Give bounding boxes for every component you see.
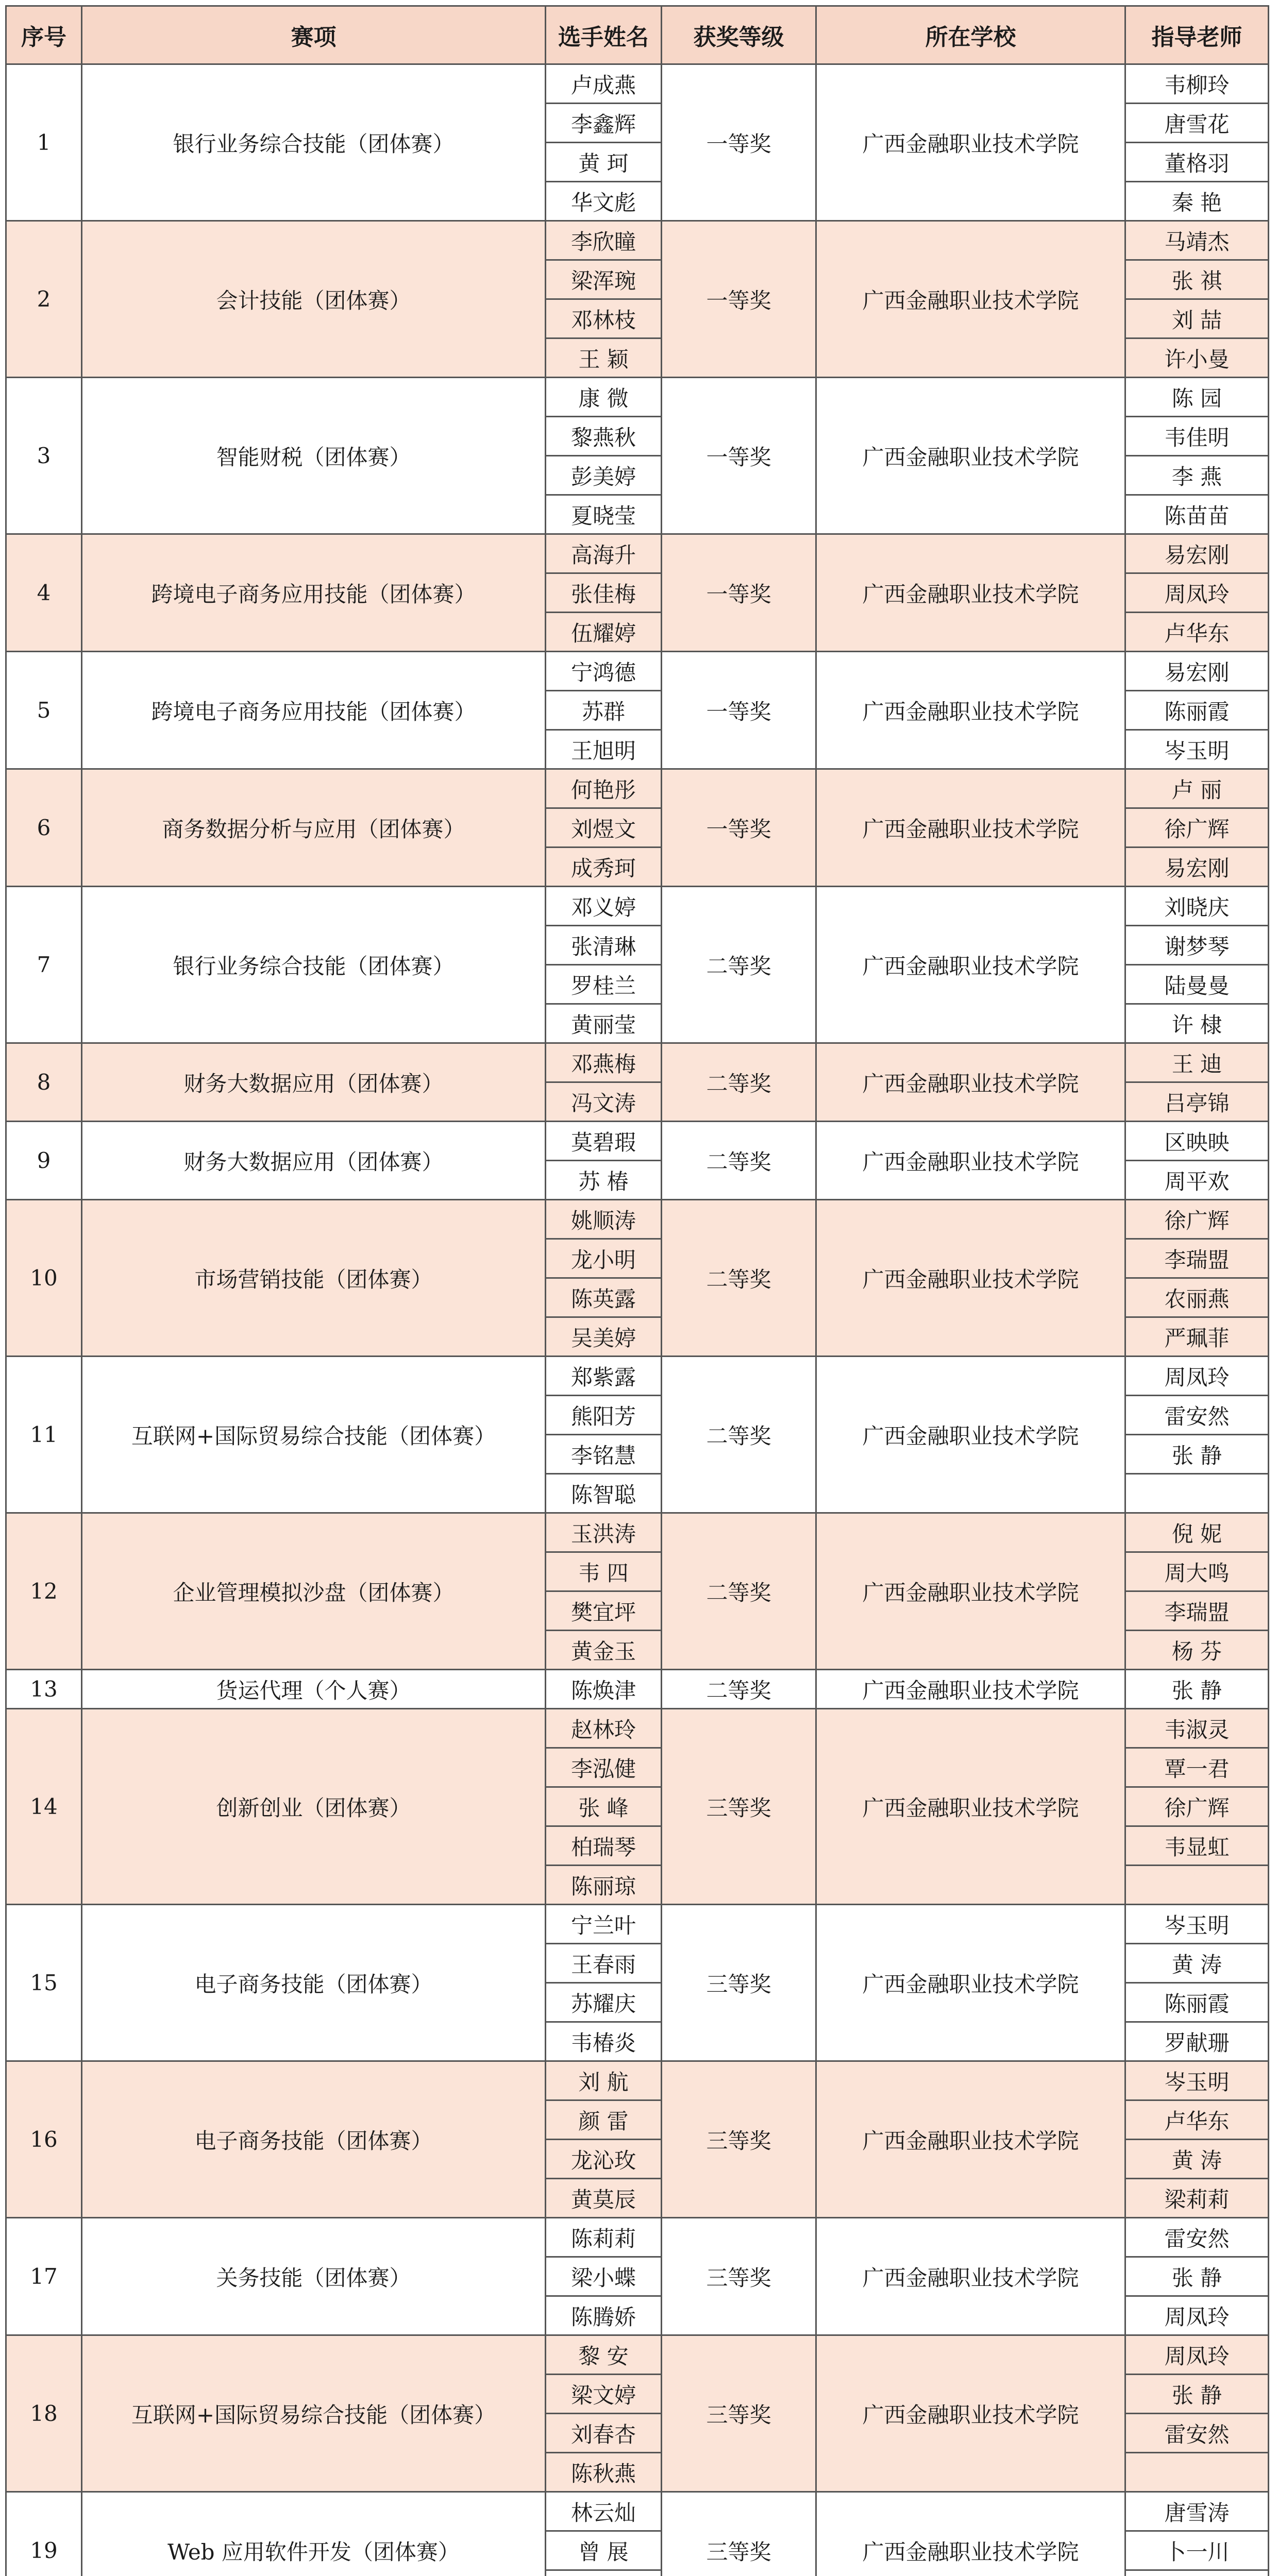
- table-row: [6, 1200, 1269, 1239]
- teacher-name: 张 静: [1125, 2257, 1269, 2296]
- award-level: 一等奖: [662, 769, 816, 887]
- school-name: 广西金融职业技术学院: [816, 1513, 1125, 1670]
- teacher-name: 王 迪: [1125, 1043, 1269, 1082]
- event-name: Web 应用软件开发（团体赛）: [82, 2492, 546, 2576]
- school-name: 广西金融职业技术学院: [816, 2335, 1125, 2492]
- teacher-name: 岑玉明: [1125, 2061, 1269, 2100]
- award-level: 三等奖: [662, 1905, 816, 2061]
- teacher-name: 周平欢: [1125, 1161, 1269, 1200]
- student-name: 陈腾娇: [546, 2296, 662, 2335]
- student-name: 张佳梅: [546, 573, 662, 613]
- table-row: [6, 769, 1269, 808]
- event-name: 货运代理（个人赛）: [82, 1670, 546, 1709]
- event-name: 互联网+国际贸易综合技能（团体赛）: [82, 2335, 546, 2492]
- row-number: 6: [6, 769, 82, 887]
- award-level: 一等奖: [662, 64, 816, 221]
- row-number: 5: [6, 652, 82, 769]
- row-number: 2: [6, 221, 82, 378]
- header-school: 所在学校: [816, 6, 1125, 64]
- student-name: 王春雨: [546, 1944, 662, 1983]
- student-name: 李泓健: [546, 1748, 662, 1787]
- award-level: 二等奖: [662, 1122, 816, 1200]
- event-name: 企业管理模拟沙盘（团体赛）: [82, 1513, 546, 1670]
- teacher-name: 吕亭锦: [1125, 1082, 1269, 1122]
- school-name: 广西金融职业技术学院: [816, 378, 1125, 534]
- student-name: 龙沁玫: [546, 2140, 662, 2179]
- header-number: 序号: [6, 6, 82, 64]
- school-name: 广西金融职业技术学院: [816, 221, 1125, 378]
- student-name: 陈秋燕: [546, 2453, 662, 2492]
- event-name: 跨境电子商务应用技能（团体赛）: [82, 534, 546, 652]
- student-name: 吴美婷: [546, 1317, 662, 1357]
- teacher-name: 罗献珊: [1125, 2022, 1269, 2061]
- teacher-name: 许小曼: [1125, 338, 1269, 378]
- student-name: 彭美婷: [546, 456, 662, 495]
- teacher-name: 梁莉莉: [1125, 2179, 1269, 2218]
- award-level: 三等奖: [662, 2218, 816, 2335]
- award-level: 二等奖: [662, 1043, 816, 1122]
- student-name: 玉洪涛: [546, 1513, 662, 1552]
- header-award: 获奖等级: [662, 6, 816, 64]
- student-name: 夏晓莹: [546, 495, 662, 534]
- teacher-name: 刘晓庆: [1125, 887, 1269, 926]
- row-number: 13: [6, 1670, 82, 1709]
- table-row: [6, 1357, 1269, 1396]
- student-name: 刘煜文: [546, 808, 662, 848]
- student-name: 赵林玲: [546, 1709, 662, 1748]
- row-number: 11: [6, 1357, 82, 1513]
- teacher-name: [1125, 2570, 1269, 2576]
- row-number: 15: [6, 1905, 82, 2061]
- student-name: 黄 珂: [546, 143, 662, 182]
- student-name: 陈焕津: [546, 1670, 662, 1709]
- event-name: 电子商务技能（团体赛）: [82, 2061, 546, 2218]
- student-name: 李鑫辉: [546, 104, 662, 143]
- teacher-name: 李瑞盟: [1125, 1239, 1269, 1278]
- student-name: 黄莫辰: [546, 2179, 662, 2218]
- event-name: 市场营销技能（团体赛）: [82, 1200, 546, 1357]
- event-name: 电子商务技能（团体赛）: [82, 1905, 546, 2061]
- event-name: 会计技能（团体赛）: [82, 221, 546, 378]
- student-name: 邓林枝: [546, 299, 662, 338]
- award-list-sheet: [5, 5, 1268, 2576]
- student-name: 黎 安: [546, 2335, 662, 2375]
- header-row: [6, 6, 1269, 64]
- school-name: 广西金融职业技术学院: [816, 534, 1125, 652]
- event-name: 关务技能（团体赛）: [82, 2218, 546, 2335]
- student-name: 苏耀庆: [546, 1983, 662, 2022]
- student-name: 莫碧瑕: [546, 1122, 662, 1161]
- student-name: 姚顺涛: [546, 1200, 662, 1239]
- teacher-name: 周凤玲: [1125, 1357, 1269, 1396]
- teacher-name: 徐广辉: [1125, 1200, 1269, 1239]
- teacher-name: [1125, 2453, 1269, 2492]
- teacher-name: 易宏刚: [1125, 848, 1269, 887]
- row-number: 8: [6, 1043, 82, 1122]
- student-name: 康 微: [546, 378, 662, 417]
- award-level: 三等奖: [662, 2335, 816, 2492]
- event-name: 跨境电子商务应用技能（团体赛）: [82, 652, 546, 769]
- school-name: 广西金融职业技术学院: [816, 2492, 1125, 2576]
- teacher-name: 韦柳玲: [1125, 64, 1269, 104]
- school-name: 广西金融职业技术学院: [816, 1709, 1125, 1905]
- student-name: 梁文婷: [546, 2375, 662, 2414]
- student-name: 刘春杏: [546, 2414, 662, 2453]
- student-name: 邓燕梅: [546, 1043, 662, 1082]
- table-row: [6, 1709, 1269, 1748]
- row-number: 12: [6, 1513, 82, 1670]
- teacher-name: 卢 丽: [1125, 769, 1269, 808]
- school-name: 广西金融职业技术学院: [816, 887, 1125, 1043]
- table-row: [6, 887, 1269, 926]
- student-name: 王旭明: [546, 730, 662, 769]
- teacher-name: 刘 喆: [1125, 299, 1269, 338]
- student-name: 林云灿: [546, 2492, 662, 2531]
- student-name: 邓义婷: [546, 887, 662, 926]
- student-name: 韦椿炎: [546, 2022, 662, 2061]
- student-name: 陈莉莉: [546, 2218, 662, 2257]
- student-name: 张清琳: [546, 926, 662, 965]
- teacher-name: 黄 涛: [1125, 2140, 1269, 2179]
- teacher-name: 杨 芬: [1125, 1631, 1269, 1670]
- table-row: [6, 64, 1269, 104]
- teacher-name: 董格羽: [1125, 143, 1269, 182]
- event-name: 商务数据分析与应用（团体赛）: [82, 769, 546, 887]
- table-row: [6, 2335, 1269, 2375]
- student-name: 韦 四: [546, 1552, 662, 1591]
- teacher-name: 张 静: [1125, 2375, 1269, 2414]
- row-number: 10: [6, 1200, 82, 1357]
- header-event: 赛项: [82, 6, 546, 64]
- student-name: 刘 航: [546, 2061, 662, 2100]
- event-name: 智能财税（团体赛）: [82, 378, 546, 534]
- award-level: 二等奖: [662, 1357, 816, 1513]
- table-row: [6, 2061, 1269, 2100]
- teacher-name: 区映映: [1125, 1122, 1269, 1161]
- teacher-name: 唐雪花: [1125, 104, 1269, 143]
- teacher-name: 易宏刚: [1125, 652, 1269, 691]
- student-name: 李欣瞳: [546, 221, 662, 260]
- teacher-name: 陈丽霞: [1125, 691, 1269, 730]
- student-name: 梁浑琬: [546, 260, 662, 299]
- student-name: 柏瑞琴: [546, 1826, 662, 1866]
- header-teacher: 指导老师: [1125, 6, 1269, 64]
- teacher-name: 秦 艳: [1125, 182, 1269, 221]
- school-name: 广西金融职业技术学院: [816, 769, 1125, 887]
- teacher-name: 覃一君: [1125, 1748, 1269, 1787]
- event-name: 互联网+国际贸易综合技能（团体赛）: [82, 1357, 546, 1513]
- teacher-name: 岑玉明: [1125, 730, 1269, 769]
- row-number: 1: [6, 64, 82, 221]
- school-name: 广西金融职业技术学院: [816, 1670, 1125, 1709]
- teacher-name: 易宏刚: [1125, 534, 1269, 573]
- student-name: [546, 2570, 662, 2576]
- teacher-name: 陈丽霞: [1125, 1983, 1269, 2022]
- award-level: 二等奖: [662, 887, 816, 1043]
- student-name: 高海升: [546, 534, 662, 573]
- teacher-name: 倪 妮: [1125, 1513, 1269, 1552]
- school-name: 广西金融职业技术学院: [816, 1122, 1125, 1200]
- teacher-name: 岑玉明: [1125, 1905, 1269, 1944]
- event-name: 财务大数据应用（团体赛）: [82, 1043, 546, 1122]
- teacher-name: 陆曼曼: [1125, 965, 1269, 1004]
- student-name: 罗桂兰: [546, 965, 662, 1004]
- teacher-name: 卜一川: [1125, 2531, 1269, 2570]
- row-number: 17: [6, 2218, 82, 2335]
- table-row: [6, 1905, 1269, 1944]
- table-row: [6, 378, 1269, 417]
- student-name: 宁鸿德: [546, 652, 662, 691]
- student-name: 黎燕秋: [546, 417, 662, 456]
- teacher-name: 卢华东: [1125, 2100, 1269, 2140]
- table-row: [6, 2492, 1269, 2531]
- teacher-name: 严珮菲: [1125, 1317, 1269, 1357]
- teacher-name: 谢梦琴: [1125, 926, 1269, 965]
- award-level: 二等奖: [662, 1513, 816, 1670]
- teacher-name: 雷安然: [1125, 2218, 1269, 2257]
- event-name: 银行业务综合技能（团体赛）: [82, 887, 546, 1043]
- teacher-name: 许 棣: [1125, 1004, 1269, 1043]
- teacher-name: 马靖杰: [1125, 221, 1269, 260]
- row-number: 4: [6, 534, 82, 652]
- table-row: [6, 652, 1269, 691]
- school-name: 广西金融职业技术学院: [816, 1357, 1125, 1513]
- award-level: 一等奖: [662, 378, 816, 534]
- student-name: 黄丽莹: [546, 1004, 662, 1043]
- award-level: 一等奖: [662, 652, 816, 769]
- teacher-name: 卢华东: [1125, 613, 1269, 652]
- teacher-name: 张 静: [1125, 1435, 1269, 1474]
- row-number: 9: [6, 1122, 82, 1200]
- student-name: 何艳彤: [546, 769, 662, 808]
- teacher-name: 农丽燕: [1125, 1278, 1269, 1317]
- row-number: 14: [6, 1709, 82, 1905]
- student-name: 苏 椿: [546, 1161, 662, 1200]
- table-row: [6, 1670, 1269, 1709]
- row-number: 18: [6, 2335, 82, 2492]
- table-row: [6, 221, 1269, 260]
- teacher-name: 周凤玲: [1125, 573, 1269, 613]
- student-name: 颜 雷: [546, 2100, 662, 2140]
- school-name: 广西金融职业技术学院: [816, 64, 1125, 221]
- table-row: [6, 534, 1269, 573]
- award-level: 一等奖: [662, 534, 816, 652]
- teacher-name: 韦佳明: [1125, 417, 1269, 456]
- row-number: 16: [6, 2061, 82, 2218]
- student-name: 熊阳芳: [546, 1396, 662, 1435]
- table-body: [6, 64, 1269, 2576]
- teacher-name: 雷安然: [1125, 2414, 1269, 2453]
- student-name: 陈丽琼: [546, 1866, 662, 1905]
- school-name: 广西金融职业技术学院: [816, 652, 1125, 769]
- award-level: 三等奖: [662, 2492, 816, 2576]
- header-student: 选手姓名: [546, 6, 662, 64]
- event-name: 财务大数据应用（团体赛）: [82, 1122, 546, 1200]
- student-name: 卢成燕: [546, 64, 662, 104]
- student-name: 华文彪: [546, 182, 662, 221]
- student-name: 陈英露: [546, 1278, 662, 1317]
- student-name: 曾 展: [546, 2531, 662, 2570]
- row-number: 19: [6, 2492, 82, 2576]
- award-table: [5, 5, 1269, 2576]
- award-level: 一等奖: [662, 221, 816, 378]
- teacher-name: 张 静: [1125, 1670, 1269, 1709]
- school-name: 广西金融职业技术学院: [816, 1200, 1125, 1357]
- teacher-name: 韦显虹: [1125, 1826, 1269, 1866]
- award-level: 二等奖: [662, 1200, 816, 1357]
- row-number: 3: [6, 378, 82, 534]
- student-name: 郑紫露: [546, 1357, 662, 1396]
- teacher-name: [1125, 1866, 1269, 1905]
- teacher-name: [1125, 1474, 1269, 1513]
- school-name: 广西金融职业技术学院: [816, 1905, 1125, 2061]
- student-name: 宁兰叶: [546, 1905, 662, 1944]
- teacher-name: 张 祺: [1125, 260, 1269, 299]
- student-name: 伍耀婷: [546, 613, 662, 652]
- student-name: 陈智聪: [546, 1474, 662, 1513]
- table-row: [6, 1122, 1269, 1161]
- award-level: 二等奖: [662, 1670, 816, 1709]
- teacher-name: 徐广辉: [1125, 808, 1269, 848]
- teacher-name: 陈苗苗: [1125, 495, 1269, 534]
- student-name: 樊宜坪: [546, 1591, 662, 1631]
- teacher-name: 陈 园: [1125, 378, 1269, 417]
- table-row: [6, 1513, 1269, 1552]
- student-name: 李铭慧: [546, 1435, 662, 1474]
- student-name: 成秀珂: [546, 848, 662, 887]
- award-level: 三等奖: [662, 2061, 816, 2218]
- school-name: 广西金融职业技术学院: [816, 2218, 1125, 2335]
- table-row: [6, 1043, 1269, 1082]
- table-row: [6, 2218, 1269, 2257]
- teacher-name: 唐雪涛: [1125, 2492, 1269, 2531]
- event-name: 创新创业（团体赛）: [82, 1709, 546, 1905]
- teacher-name: 李瑞盟: [1125, 1591, 1269, 1631]
- student-name: 苏群: [546, 691, 662, 730]
- event-name: 银行业务综合技能（团体赛）: [82, 64, 546, 221]
- teacher-name: 雷安然: [1125, 1396, 1269, 1435]
- teacher-name: 李 燕: [1125, 456, 1269, 495]
- teacher-name: 周凤玲: [1125, 2296, 1269, 2335]
- school-name: 广西金融职业技术学院: [816, 1043, 1125, 1122]
- student-name: 龙小明: [546, 1239, 662, 1278]
- award-level: 三等奖: [662, 1709, 816, 1905]
- table-header: [6, 6, 1269, 64]
- teacher-name: 黄 涛: [1125, 1944, 1269, 1983]
- teacher-name: 徐广辉: [1125, 1787, 1269, 1826]
- student-name: 王 颖: [546, 338, 662, 378]
- school-name: 广西金融职业技术学院: [816, 2061, 1125, 2218]
- student-name: 黄金玉: [546, 1631, 662, 1670]
- teacher-name: 周大鸣: [1125, 1552, 1269, 1591]
- student-name: 冯文涛: [546, 1082, 662, 1122]
- teacher-name: 韦淑灵: [1125, 1709, 1269, 1748]
- teacher-name: 周凤玲: [1125, 2335, 1269, 2375]
- row-number: 7: [6, 887, 82, 1043]
- student-name: 梁小蝶: [546, 2257, 662, 2296]
- student-name: 张 峰: [546, 1787, 662, 1826]
